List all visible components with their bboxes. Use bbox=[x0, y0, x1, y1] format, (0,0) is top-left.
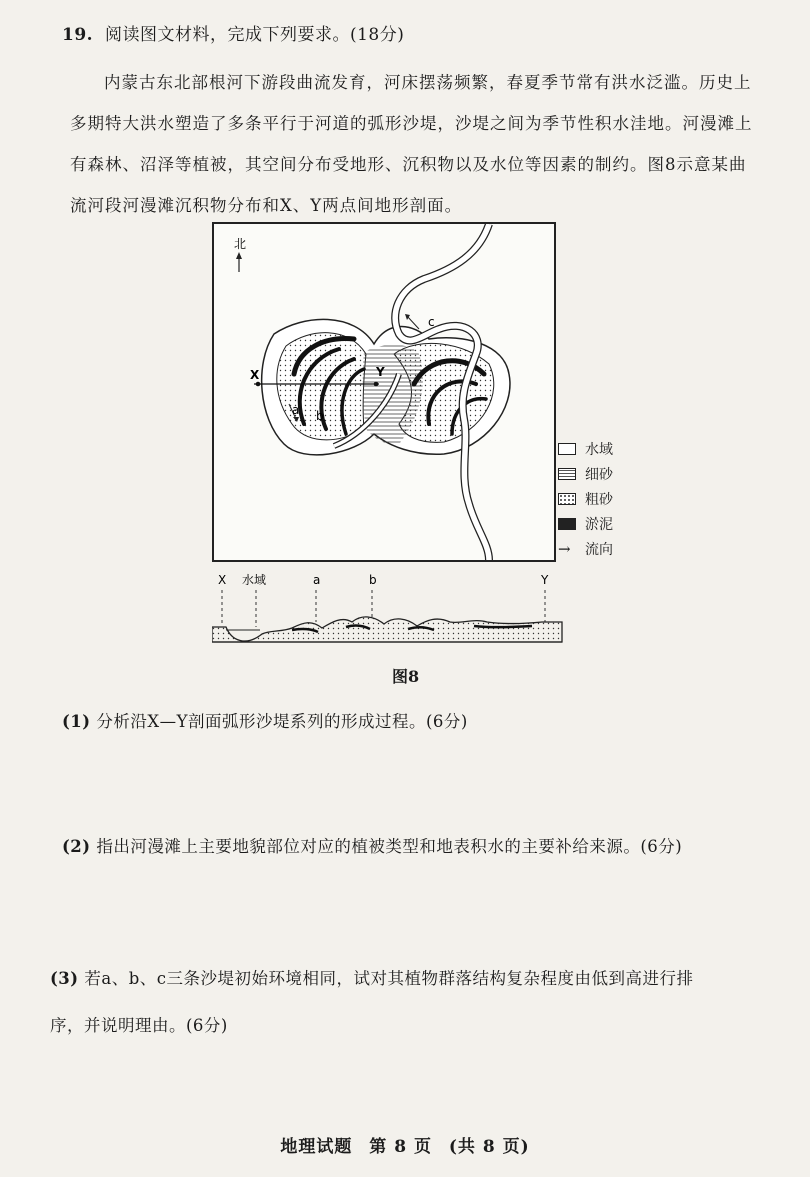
profile-label-y: Y bbox=[541, 573, 549, 587]
subquestion-3-continued bbox=[50, 1012, 228, 1036]
subquestion-text: 序，并说明理由。(6分) bbox=[50, 1016, 228, 1035]
profile-ground bbox=[212, 617, 562, 642]
legend-label: 水域 bbox=[585, 441, 613, 458]
legend-item-silt bbox=[558, 511, 613, 536]
figure-caption: 图8 bbox=[392, 667, 420, 686]
point-y-marker bbox=[374, 382, 379, 387]
legend-label: 流向 bbox=[585, 541, 613, 558]
water-swatch-icon bbox=[558, 443, 576, 455]
xy-terrain-profile bbox=[212, 572, 568, 654]
legend-label: 粗砂 bbox=[585, 491, 613, 508]
footer-subject: 地理试题 bbox=[280, 1137, 353, 1157]
point-x-marker bbox=[256, 382, 261, 387]
question-prompt: 阅读图文材料，完成下列要求。(18分) bbox=[104, 25, 405, 45]
north-label: 北 bbox=[234, 237, 247, 251]
profile-label-water: 水域 bbox=[242, 573, 267, 587]
legend-label: 淤泥 bbox=[585, 516, 613, 533]
material-paragraph: 内蒙古东北部根河下游段曲流发育，河床摆荡频繁，春夏季节常有洪水泛滥。历史上多期特大洪水塑造了多条平行于河道的弧形沙堤，沙堤之间为季节性积水洼地。河漫滩上有森林、沼泽等植被，其空间分布受地形、沉积物以及水位等因素的制约。图8示意某曲流河段河漫滩沉积物分布和X、Y两点间地形剖面。 bbox=[70, 73, 753, 215]
silt-swatch-icon bbox=[558, 518, 576, 530]
legend-item-water bbox=[558, 436, 613, 461]
map-label-b: b bbox=[316, 409, 324, 423]
subquestion-text: 指出河漫滩上主要地貌部位对应的植被类型和地表积水的主要补给来源。(6分) bbox=[96, 837, 683, 856]
profile-markers bbox=[222, 590, 545, 627]
question-number: 19. bbox=[62, 25, 94, 45]
subquestion-2 bbox=[62, 833, 682, 857]
footer-total: (共 8 页) bbox=[448, 1137, 530, 1157]
profile-svg bbox=[212, 572, 568, 654]
page-footer bbox=[0, 1132, 810, 1157]
fine-sand-swatch-icon bbox=[558, 468, 576, 480]
legend-item-fine-sand bbox=[558, 461, 613, 486]
subquestion-label: (3) bbox=[50, 969, 79, 988]
question-header bbox=[62, 20, 404, 45]
profile-label-a: a bbox=[313, 573, 321, 587]
map-legend bbox=[558, 436, 613, 561]
subquestion-label: (2) bbox=[62, 837, 91, 856]
map-label-c: c bbox=[428, 315, 435, 329]
coarse-sand-swatch-icon bbox=[558, 493, 576, 505]
subquestion-1 bbox=[62, 708, 468, 732]
subquestion-3 bbox=[50, 965, 694, 989]
map-label-x: X bbox=[250, 368, 260, 382]
subquestion-text: 若a、b、c三条沙堤初始环境相同，试对其植物群落结构复杂程度由低到高进行排 bbox=[84, 969, 694, 988]
map-svg bbox=[214, 224, 554, 560]
legend-item-coarse-sand bbox=[558, 486, 613, 511]
legend-item-flow bbox=[558, 536, 613, 561]
map-label-a: a bbox=[292, 403, 300, 417]
north-arrow-icon bbox=[236, 252, 242, 272]
profile-label-b: b bbox=[369, 573, 377, 587]
legend-label: 细砂 bbox=[585, 466, 613, 483]
footer-page: 第 8 页 bbox=[369, 1137, 432, 1157]
subquestion-label: (1) bbox=[62, 712, 91, 731]
subquestion-text: 分析沿X—Y剖面弧形沙堤系列的形成过程。(6分) bbox=[96, 712, 468, 731]
flow-direction-icon: → bbox=[558, 539, 571, 558]
profile-label-x: X bbox=[218, 573, 227, 587]
meander-map bbox=[212, 222, 556, 562]
map-label-y: Y bbox=[376, 365, 385, 379]
